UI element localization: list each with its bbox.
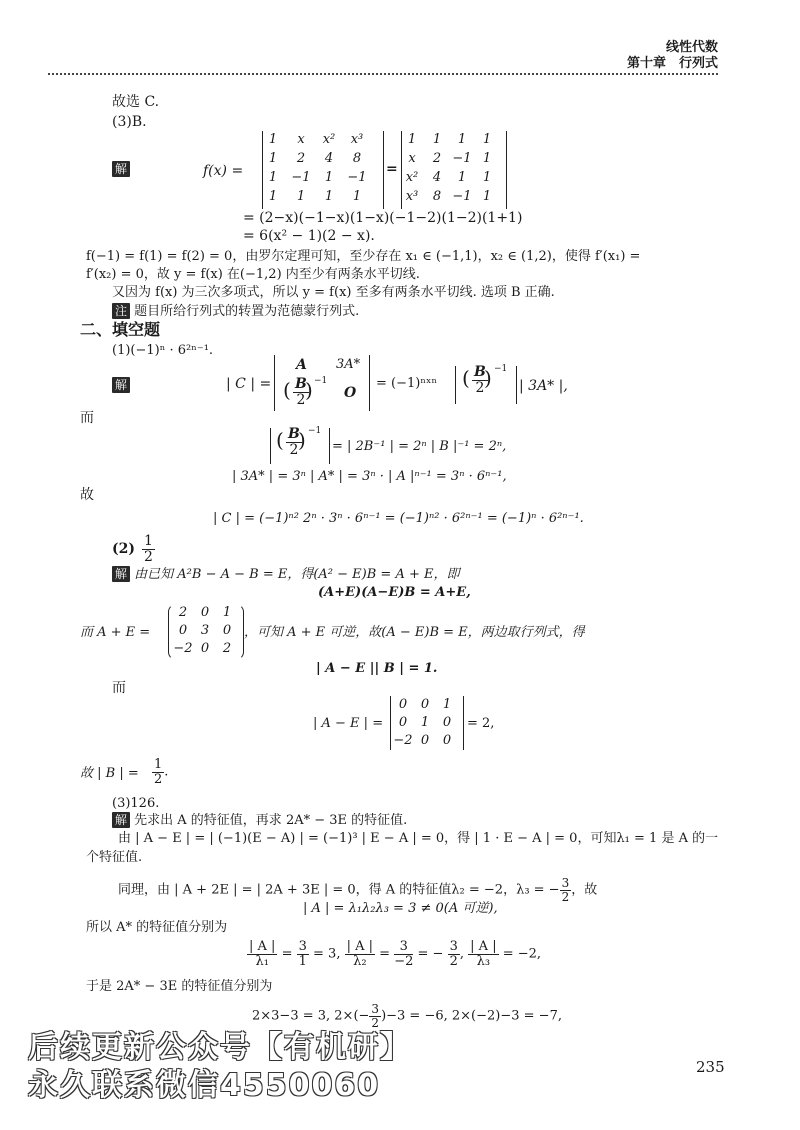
connector-word: 而 [112, 680, 126, 696]
text-line: 于是 2A* − 3E 的特征值分别为 [86, 979, 273, 994]
matrix-cell: −1 [452, 151, 472, 166]
page-number: 235 [696, 1058, 725, 1076]
matrix-cell: −1 [452, 189, 472, 204]
formula-line: | A | = λ₁λ₂λ₃ = 3 ≠ 0(A 可逆), [303, 901, 498, 916]
result-fraction: $\frac{1}{2}$ . [154, 757, 169, 787]
matrix-cell: 2 [432, 151, 442, 166]
paren: ) [484, 366, 492, 390]
formula-line: = (2−x)(−1−x)(1−x)(−1−2)(1−2)(1+1) [243, 210, 523, 226]
text-line: 个特征值. [86, 850, 143, 865]
answer-label: (1)(−1)ⁿ · 6²ⁿ⁻¹. [112, 343, 214, 358]
matrix-cell: 0 [398, 715, 408, 730]
matrix-cell: −2 [393, 733, 413, 748]
text-line: 同理，由 | A + 2E | = | 2A + 3E | = 0，得 A 的特征值λ₂ = −2，λ₃ = − $\frac{3}{2}$ ，故 [118, 876, 598, 904]
formula-rhs: = 2, [467, 716, 495, 731]
matrix-cell: 1 [268, 189, 278, 204]
formula-lhs: | A − E | = [313, 716, 384, 731]
text-line: ，可知 A + E 可逆，故(A − E)B = E，两边取行列式，得 [244, 625, 585, 640]
block-3a-star: 3A* [336, 357, 361, 372]
answer-label: (3)126. [112, 796, 160, 811]
block-o: O [344, 385, 357, 401]
fraction: $\frac{3}{2}$ [449, 939, 458, 969]
text-line: f(−1) = f(1) = f(2) = 0，由罗尔定理可知，至少存在 x₁ ∈ (−1,1)，x₂ ∈ (1,2)，使得 f′(x₁) = [86, 249, 641, 264]
solve-tag: 解 [112, 377, 130, 394]
matrix-cell: 1 [457, 170, 467, 185]
paren: ) [298, 428, 306, 452]
eigen-a-star-line: $\frac{| A |}{\text{λ₁}}$ = $\frac{3}{1}$ = 3, $\frac{| A |}{\text{λ₂}}$ = $\frac{3}{-2}$ = − $\frac{3}{2}$ , $\frac{| A |}{\text{λ₃}}$ = −2, [249, 939, 542, 969]
exponent: −1 [314, 376, 328, 386]
matrix-cell: 3 [200, 623, 210, 638]
formula-lhs: | C | = [226, 376, 272, 392]
text-line: 由 | A − E | = | (−1)(E − A) | = (−1)³ | E − A | = 0，得 | 1 · E − A | = 0，可知λ₁ = 1 是 A 的一 [118, 831, 719, 846]
watermark-line2: 永久联系微信4550060 [28, 1068, 381, 1103]
exponent: −1 [494, 364, 508, 374]
connector-word: 而 [80, 410, 94, 426]
sign-factor: = (−1)ⁿˣⁿ [376, 376, 438, 391]
matrix-cell: x [408, 151, 416, 166]
matrix-cell: x [297, 132, 305, 147]
matrix-cell: 1 [482, 170, 492, 185]
matrix-cell: 1 [420, 715, 430, 730]
matrix-cell: 1 [352, 189, 362, 204]
formula-line: = 6(x² − 1)(2 − x). [243, 228, 375, 244]
function-label: f(x) = [203, 163, 244, 179]
text-line: f′(x₂) = 0，故 y = f(x) 在(−1,2) 内至少有两条水平切线. [86, 267, 420, 282]
header-chapter: 第十章 行列式 [626, 56, 718, 71]
note-line [112, 303, 359, 320]
connector-word: 故 [80, 487, 94, 503]
formula-line: | C | = (−1)ⁿ² 2ⁿ · 3ⁿ · 6ⁿ⁻¹ = (−1)ⁿ² · 6²ⁿ⁻¹ = (−1)ⁿ · 6²ⁿ⁻¹. [213, 511, 584, 526]
det-3a-star: | 3A* |, [519, 378, 568, 394]
solve-tag: 解 [112, 566, 130, 582]
matrix-cell: 1 [296, 189, 306, 204]
matrix-cell: 1 [268, 132, 278, 147]
matrix-cell: 0 [200, 641, 210, 656]
text-line: 故选 C. [112, 94, 160, 110]
matrix-cell: 1 [442, 697, 452, 712]
fraction: $\frac{| A |}{\text{λ₂}}$ [346, 939, 374, 969]
matrix-cell: −2 [173, 641, 193, 656]
matrix-cell: 2 [296, 151, 306, 166]
exponent: −1 [308, 426, 322, 436]
solve-tag: 解 [112, 161, 130, 178]
fraction: $\frac{| A |}{\text{λ₁}}$ [249, 939, 276, 969]
solve-line: 解 先求出 A 的特征值，再求 2A* − 3E 的特征值. [112, 812, 407, 829]
matrix-cell: 0 [442, 733, 452, 748]
matrix-cell: 1 [324, 170, 334, 185]
text-line: 故 | B | = [80, 766, 139, 781]
matrix-cell: 1 [457, 132, 467, 147]
answer-fraction: $\frac{1}{2}$ [144, 533, 153, 565]
formula-line: | 3A* | = 3ⁿ | A* | = 3ⁿ · | A |ⁿ⁻¹ = 3ⁿ · 6ⁿ⁻¹, [232, 469, 507, 484]
matrix-cell: 1 [324, 189, 334, 204]
matrix-cell: 8 [432, 189, 442, 204]
paren: ( [283, 378, 291, 402]
fraction: $\frac{3}{-2}$ [394, 939, 414, 969]
matrix-cell: 1 [482, 189, 492, 204]
matrix-cell: 0 [200, 605, 210, 620]
paren: ) [305, 378, 313, 402]
matrix-cell: 4 [324, 151, 334, 166]
matrix-cell: 1 [482, 151, 492, 166]
note-tag: 注 [112, 303, 130, 319]
matrix-cell: −1 [291, 170, 311, 185]
fraction-b-over-2: $\frac{B}{2}$ [295, 376, 307, 408]
matrix-cell: 0 [420, 697, 430, 712]
header-rule [48, 73, 718, 75]
matrix-cell: 1 [407, 132, 417, 147]
paren: ( [462, 366, 470, 390]
solve-line: 解 由已知 A²B − A − B = E，得(A² − E)B = A + E，即 [112, 566, 459, 583]
matrix-cell: x³ [405, 189, 419, 204]
matrix-cell: x² [405, 170, 419, 185]
header-book-title: 线性代数 [665, 40, 718, 55]
formula-line: | A − E || B | = 1. [316, 661, 438, 676]
matrix-cell: 0 [442, 715, 452, 730]
matrix-cell: −1 [347, 170, 367, 185]
matrix-cell: x² [322, 132, 336, 147]
matrix-cell: 0 [178, 623, 188, 638]
answer-label: (2) [112, 541, 135, 557]
block-a: A [296, 357, 307, 373]
text-line: 又因为 f(x) 为三次多项式，所以 y = f(x) 至多有两条水平切线. 选项 B 正确. [112, 285, 555, 300]
paren: ( [276, 428, 284, 452]
fraction: $\frac{3}{1}$ [298, 939, 307, 969]
matrix-cell: 0 [420, 733, 430, 748]
answer-label: (3)B. [112, 114, 147, 130]
equals-sign: = [386, 161, 398, 177]
matrix-cell: 1 [482, 132, 492, 147]
text-line: 而 A + E = [80, 625, 151, 640]
matrix-cell: 8 [352, 151, 362, 166]
matrix-cell: 1 [268, 151, 278, 166]
formula-line: = | 2B⁻¹ | = 2ⁿ | B |⁻¹ = 2ⁿ, [332, 439, 507, 454]
matrix-cell: 0 [222, 623, 232, 638]
matrix-cell: 0 [398, 697, 408, 712]
fraction-b-over-2: $\frac{B}{2}$ [474, 364, 486, 396]
matrix-cell: 2 [222, 641, 232, 656]
fraction-b-over-2: $\frac{B}{2}$ [288, 426, 300, 458]
matrix-cell: 1 [268, 170, 278, 185]
section-title: 二、填空题 [80, 320, 161, 339]
eigen-result-line: 2×3−3 = 3, 2×(− $\frac{3}{2}$ )−3 = −6, 2×(−2)−3 = −7, [252, 1002, 562, 1030]
watermark-line1: 后续更新公众号【有机研】 [28, 1030, 412, 1065]
matrix-cell: 4 [432, 170, 442, 185]
note-text: 题目所给行列式的转置为范德蒙行列式. [134, 304, 360, 319]
solve-tag: 解 [112, 812, 130, 828]
fraction: $\frac{| A |}{\text{λ₃}}$ [470, 939, 497, 969]
matrix-cell: x³ [350, 132, 364, 147]
matrix-cell: 1 [432, 132, 442, 147]
formula-line: (A+E)(A−E)B = A+E, [318, 585, 471, 600]
matrix-cell: 1 [222, 605, 232, 620]
text-line: 所以 A* 的特征值分别为 [86, 920, 228, 935]
matrix-cell: 2 [178, 605, 188, 620]
